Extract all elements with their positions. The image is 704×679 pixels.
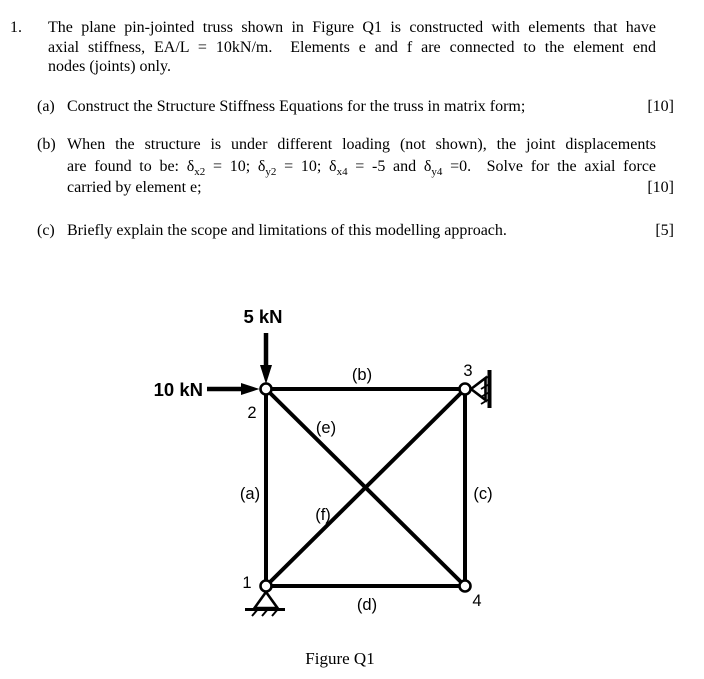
part-b-marks-badge: [10] <box>647 179 674 196</box>
text-line: axial stiffness, EA/L = 10kN/m. Elements e and f are connected to the element end <box>48 38 656 56</box>
pin-support-node3 <box>471 370 491 408</box>
part-a-marks-badge: [10] <box>647 98 674 115</box>
text-line: carried by element e; <box>67 179 202 196</box>
load-10kn-label: 10 kN <box>153 379 203 400</box>
element-c-label: (c) <box>473 485 493 503</box>
node-4-label: 4 <box>472 592 482 610</box>
load-arrow-10kn <box>207 383 260 395</box>
node-1-label: 1 <box>242 574 252 592</box>
node-circle-1 <box>261 581 272 592</box>
load-5kn-label: 5 kN <box>243 306 283 327</box>
text-line: nodes (joints) only. <box>48 58 171 75</box>
text-line: The plane pin-jointed truss shown in Figure Q1 is constructed with elements that have <box>48 19 656 36</box>
element-b-label: (b) <box>351 366 373 384</box>
question-number: 1. <box>10 19 22 36</box>
text-line: When the structure is under different loading (not shown), the joint displacements <box>67 136 656 153</box>
node-circle-4 <box>460 581 471 592</box>
arrow-head <box>260 365 272 384</box>
element-e-label: (e) <box>315 419 337 437</box>
node-3-label: 3 <box>463 362 473 380</box>
node-circle-2 <box>261 384 272 395</box>
truss-members <box>266 389 465 586</box>
text-line: Construct the Structure Stiffness Equations for the truss in matrix form; <box>67 98 526 115</box>
part-c-marks-badge: [5] <box>655 222 674 239</box>
element-f-label: (f) <box>315 506 331 524</box>
node-circle-3 <box>460 384 471 395</box>
load-arrow-5kn <box>260 333 272 384</box>
part-b-label: (b) <box>37 136 56 153</box>
pin-triangle <box>471 378 486 400</box>
text-line: are found to be: $\delta_{x2} = 10$; $\delta_{y2} = 10$; $\delta_{x4} = -5$ and $\delta_{y4} =0$. Solve for the axial force <box>67 157 657 178</box>
figure-caption: Figure Q1 <box>305 649 375 668</box>
element-a-label: (a) <box>239 485 261 503</box>
part-a-label: (a) <box>37 98 55 115</box>
part-c-label: (c) <box>37 222 55 239</box>
node-2-label: 2 <box>247 404 257 422</box>
element-d-label: (d) <box>356 596 378 614</box>
pin-triangle <box>255 592 278 608</box>
pin-support-node1 <box>245 592 285 616</box>
text-line: Briefly explain the scope and limitations of this modelling approach. <box>67 222 507 239</box>
arrow-head <box>241 383 260 395</box>
